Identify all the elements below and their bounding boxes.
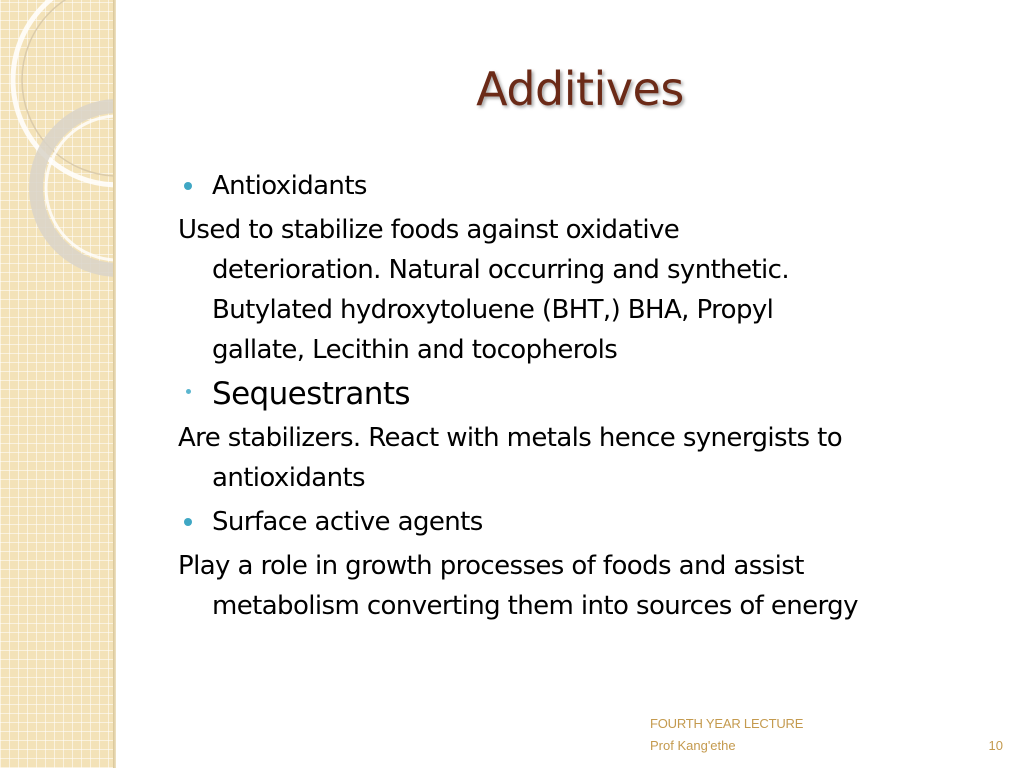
footer-author: Prof Kang'ethe — [650, 738, 736, 753]
bullet-text: Antioxidants — [212, 171, 367, 201]
paragraph-line: Play a role in growth processes of foods and assist — [178, 551, 804, 581]
decorative-circles — [0, 0, 113, 768]
bullet-text: Sequestrants — [212, 376, 410, 412]
bullet-sequestrants — [178, 370, 1008, 418]
page-number: 10 — [988, 738, 1003, 753]
bullet-antioxidants — [178, 166, 1008, 206]
paragraph-line: Used to stabilize foods against oxidative — [178, 215, 680, 245]
footer-course: FOURTH YEAR LECTURE — [650, 716, 804, 731]
paragraph-line: Butylated hydroxytoluene (BHT,) BHA, Propyl — [212, 295, 774, 325]
bullet-text: Surface active agents — [212, 507, 483, 537]
paragraph-line: deterioration. Natural occurring and synthetic. — [212, 255, 790, 285]
band-edge-shadow — [113, 0, 116, 768]
bullet-surface-active-agents — [178, 502, 1008, 542]
paragraph-line: antioxidants — [212, 463, 366, 493]
slide-title: Additives — [476, 62, 684, 116]
paragraph-line: metabolism converting them into sources of energy — [212, 591, 858, 621]
paragraph-line: gallate, Lecithin and tocopherols — [212, 335, 618, 365]
decorative-side-band — [0, 0, 113, 768]
bullet-dot-icon — [184, 182, 192, 190]
bullet-dot-icon — [184, 518, 192, 526]
slide-body — [178, 166, 1008, 626]
bullet-dot-icon — [186, 389, 191, 394]
paragraph-line: Are stabilizers. React with metals hence synergists to — [178, 423, 843, 453]
